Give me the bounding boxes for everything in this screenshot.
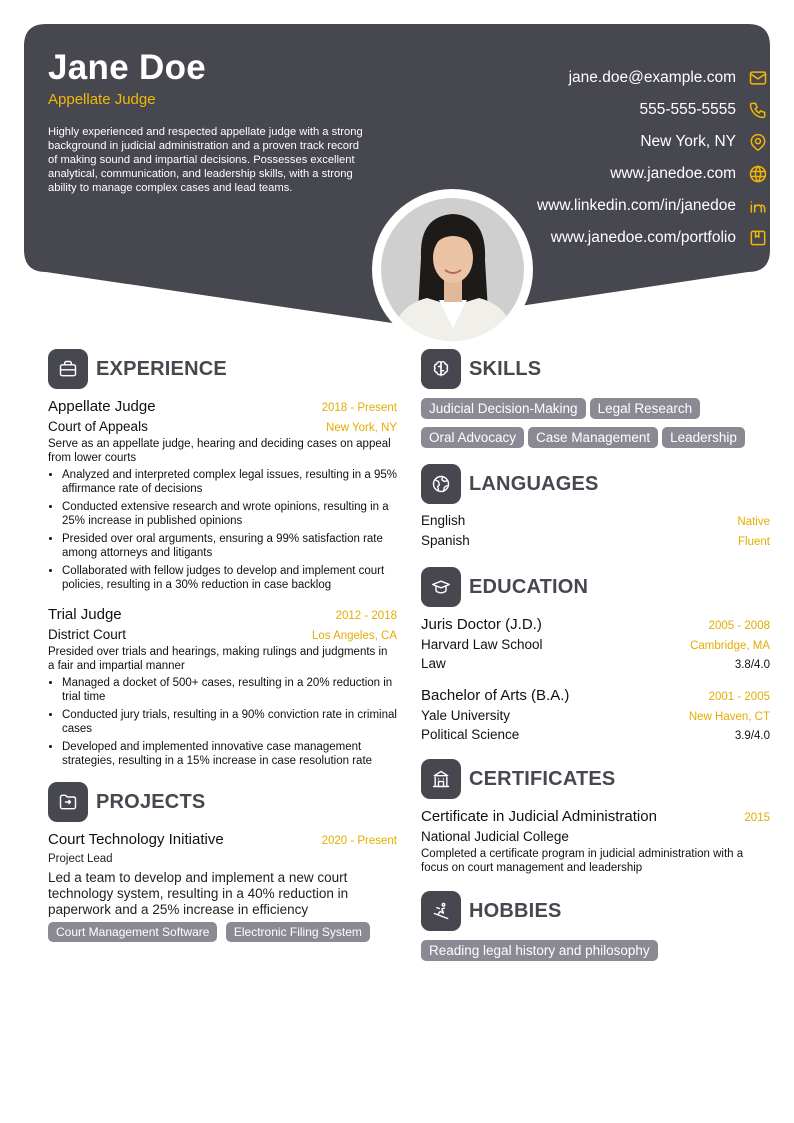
education-entry	[421, 687, 770, 742]
job-org: District Court	[48, 627, 127, 642]
achievement-item: • Analyzed and interpreted complex legal issues, resulting in a 95% affirmance rate of decisions	[62, 468, 397, 496]
skills-title: SKILLS	[469, 357, 542, 380]
language-level: Fluent	[738, 536, 770, 548]
school-location: Cambridge, MA	[690, 640, 770, 652]
language-level: Native	[737, 516, 770, 528]
certificate-entry	[421, 808, 770, 875]
gpa: 3.8/4.0	[734, 659, 770, 671]
job-title: Appellate Judge	[48, 398, 156, 415]
profile-photo	[381, 198, 524, 341]
languages-list	[421, 513, 770, 553]
candidate-role: Appellate Judge	[48, 91, 156, 108]
contact-phone-text[interactable]: 555-555-5555	[639, 101, 736, 118]
education-title: EDUCATION	[469, 575, 589, 598]
job-achievements	[48, 676, 397, 768]
skills-list	[421, 398, 770, 456]
education-entry	[421, 616, 770, 671]
certificates-header	[421, 759, 770, 799]
hobbies-list	[421, 940, 770, 969]
project-tags	[48, 922, 397, 950]
experience-header	[48, 349, 397, 389]
language-row	[421, 533, 770, 553]
languages-header	[421, 464, 770, 504]
certificates-title: CERTIFICATES	[469, 767, 616, 790]
degree: Bachelor of Arts (B.A.)	[421, 687, 570, 704]
job-org: Court of Appeals	[48, 419, 148, 434]
education-header	[421, 567, 770, 607]
projects-title: PROJECTS	[96, 790, 206, 813]
certificate-date: 2015	[744, 812, 770, 824]
hobbies-header	[421, 891, 770, 931]
job-location: New York, NY	[326, 422, 397, 434]
linkedin-icon	[748, 196, 768, 216]
hobbies-title: HOBBIES	[469, 899, 562, 922]
achievement-item: • Developed and implemented innovative case management strategies, resulting in a 15% increase in case resolution rate	[62, 740, 397, 768]
experience-title: EXPERIENCE	[96, 357, 227, 380]
education-date: 2001 - 2005	[708, 691, 770, 703]
job-entry	[48, 398, 397, 592]
job-achievements	[48, 468, 397, 592]
contact-location	[410, 126, 770, 158]
mail-icon	[748, 68, 768, 88]
job-description: Presided over trials and hearings, making rulings and judgments in a fair and impartial manner	[48, 646, 388, 672]
skill-tag: Oral Advocacy	[421, 427, 524, 448]
project-role: Project Lead	[48, 853, 113, 865]
world-icon	[421, 464, 461, 504]
certificate-name: Certificate in Judicial Administration	[421, 808, 657, 825]
job-date: 2012 - 2018	[335, 610, 397, 622]
contact-portfolio-text[interactable]: www.janedoe.com/portfolio	[550, 229, 736, 246]
globe-icon	[748, 164, 768, 184]
hobby-tag: Reading legal history and philosophy	[421, 940, 658, 961]
graduation-cap-icon	[421, 567, 461, 607]
briefcase-icon	[48, 349, 88, 389]
education-date: 2005 - 2008	[708, 620, 770, 632]
gpa: 3.9/4.0	[734, 730, 770, 742]
contact-linkedin-text[interactable]: www.linkedin.com/in/janedoe	[536, 197, 736, 214]
achievement-item: • Conducted jury trials, resulting in a 90% conviction rate in criminal cases	[62, 708, 397, 736]
field-of-study: Law	[421, 656, 446, 671]
contact-location-text: New York, NY	[640, 133, 736, 150]
achievement-item: • Collaborated with fellow judges to develop and implement court policies, resulting in a 30% reduction in case backlog	[62, 564, 397, 592]
job-date: 2018 - Present	[321, 402, 397, 414]
profile-summary: Highly experienced and respected appellate judge with a strong background in judicial administration and a proven track record of making sound and impartial decisions. Possesses excellent analytical, communication, and leadership skills, with a strong ability to manage complex cases and lead teams.	[48, 126, 363, 194]
skills-header	[421, 349, 770, 389]
skill-tag: Legal Research	[590, 398, 701, 419]
contact-email[interactable]	[410, 62, 770, 94]
project-name: Court Technology Initiative	[48, 831, 224, 848]
language-row	[421, 513, 770, 533]
project-date: 2020 - Present	[321, 835, 397, 847]
skill-tag: Judicial Decision-Making	[421, 398, 586, 419]
skill-tag: Leadership	[662, 427, 745, 448]
portfolio-icon	[748, 228, 768, 248]
field-of-study: Political Science	[421, 727, 520, 742]
job-description: Serve as an appellate judge, hearing and deciding cases on appeal from lower courts	[48, 438, 391, 464]
achievement-item: • Presided over oral arguments, ensuring a 99% satisfaction rate among attorneys and litigants	[62, 532, 397, 560]
school: Yale University	[421, 708, 511, 723]
phone-icon	[748, 100, 768, 120]
institution-icon	[421, 759, 461, 799]
right-column	[421, 349, 770, 969]
candidate-name: Jane Doe	[48, 48, 207, 87]
skiing-icon	[421, 891, 461, 931]
contact-phone[interactable]	[410, 94, 770, 126]
job-entry	[48, 606, 397, 768]
projects-header	[48, 782, 397, 822]
certificate-issuer: National Judicial College	[421, 829, 569, 844]
contact-email-text[interactable]: jane.doe@example.com	[568, 69, 736, 86]
project-entry	[48, 831, 397, 950]
languages-title: LANGUAGES	[469, 472, 599, 495]
language-name: Spanish	[421, 533, 470, 548]
contact-website-text[interactable]: www.janedoe.com	[610, 165, 736, 182]
project-tag: Court Management Software	[48, 922, 217, 942]
contact-website[interactable]	[410, 158, 770, 190]
folder-icon	[48, 782, 88, 822]
language-name: English	[421, 513, 466, 528]
location-pin-icon	[748, 132, 768, 152]
project-description: Led a team to develop and implement a new court technology system, resulting in a 40% reduction in paperwork and a 25% increase in efficiency	[48, 870, 349, 917]
job-title: Trial Judge	[48, 606, 122, 623]
left-column	[48, 349, 397, 950]
achievement-item: • Conducted extensive research and wrote opinions, resulting in a 25% increase in published opinions	[62, 500, 397, 528]
project-tag: Electronic Filing System	[226, 922, 370, 942]
school-location: New Haven, CT	[688, 711, 770, 723]
brain-icon	[421, 349, 461, 389]
degree: Juris Doctor (J.D.)	[421, 616, 542, 633]
skill-tag: Case Management	[528, 427, 658, 448]
certificate-description: Completed a certificate program in judicial administration with a focus on court management and leadership	[421, 848, 744, 874]
achievement-item: • Managed a docket of 500+ cases, resulting in a 20% reduction in trial time	[62, 676, 397, 704]
school: Harvard Law School	[421, 637, 543, 652]
job-location: Los Angeles, CA	[311, 630, 397, 642]
